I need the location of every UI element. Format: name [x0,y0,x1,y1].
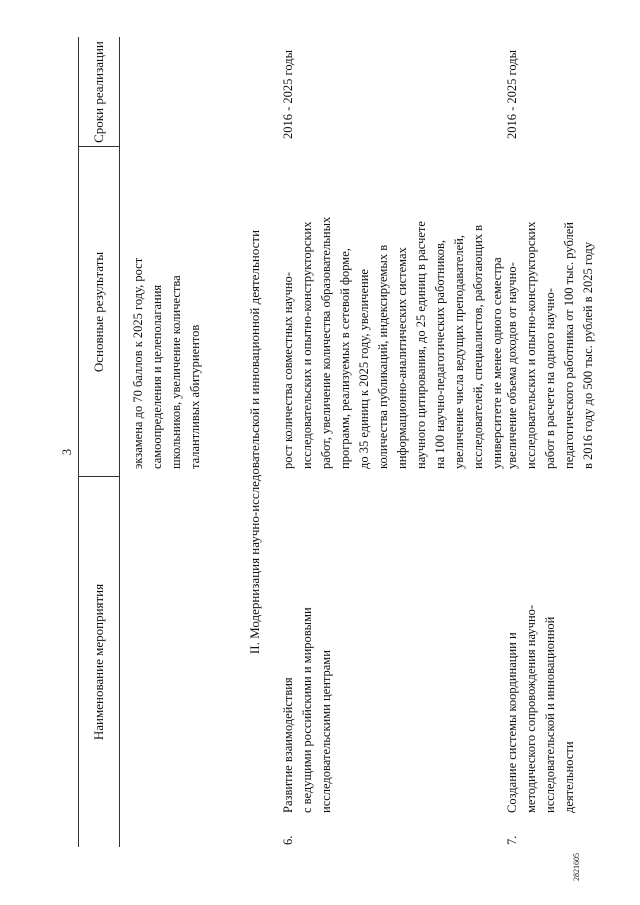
text-line: Развитие взаимодействия [281,677,295,813]
text-line: Создание системы координации и [505,632,519,813]
text-line: экзамена до 70 баллов к 2025 году, рост [131,257,145,469]
text-line: методического сопровождения научно- [524,604,538,813]
table-header [79,37,120,847]
continued-results [129,258,205,469]
text-line: на 100 научно-педагогических работников, [433,240,447,469]
text-line: работ, увеличение количества образовательных [319,216,333,469]
text-line: увеличение объема доходов от научно- [505,262,519,469]
row-terms: 2016 - 2025 годы [281,49,295,139]
text-line: информационно-аналитических системах [395,247,409,469]
text-line: исследовательских и опытно-конструкторских [300,221,314,469]
text-line: увеличение числа ведущих преподавателей, [452,235,466,469]
text-line: талантливых абитуриентов [188,324,202,469]
text-line: до 35 единиц к 2025 году, увеличение [357,269,371,469]
rotated-document-page [40,17,600,887]
header-divider-2 [79,146,119,147]
text-line: университете не менее одного семестра [490,257,504,469]
header-terms: Сроки реализации [91,41,106,143]
text-line: рост количества совместных научно- [281,272,295,469]
text-line: количества публикаций, индексируемых в [376,244,390,469]
text-line: исследовательскими центрами [319,650,333,813]
document-code: 2821605 [572,853,581,881]
text-line: исследовательской и инновационной [543,616,557,813]
text-line: исследователей, специалистов, работающих в [471,224,485,469]
text-line: самоопределения и целеполагания [150,284,164,469]
text-line: деятельности [562,741,576,813]
row-results [279,217,507,469]
row-name [279,607,336,813]
text-line: программ, реализуемых в сетевой форме, [338,248,352,469]
text-line: работ в расчете на одного научно- [543,288,557,469]
row-results [503,222,598,469]
header-name: Наименование мероприятия [91,583,106,741]
row-number: 6. [281,835,295,845]
row-name [503,605,579,813]
text-line: школьников, увеличение количества [169,275,183,469]
section-title: II. Модернизация научно-исследовательской и инновационной деятельности [247,229,262,655]
page-number: 3 [60,448,74,456]
header-divider-1 [79,476,119,477]
header-results: Основные результаты [91,251,106,373]
row-number: 7. [505,835,519,845]
text-line: с ведущими российскими и мировыми [300,607,314,813]
text-line: педагогического работника от 100 тыс. рублей [562,222,576,469]
text-line: в 2016 году до 500 тыс. рублей в 2025 году [581,241,595,469]
measures-table [78,37,595,847]
row-terms: 2016 - 2025 годы [505,49,519,139]
text-line: научного цитирования, до 25 единиц в расчете [414,221,428,469]
text-line: исследовательских и опытно-конструкторских [524,221,538,469]
